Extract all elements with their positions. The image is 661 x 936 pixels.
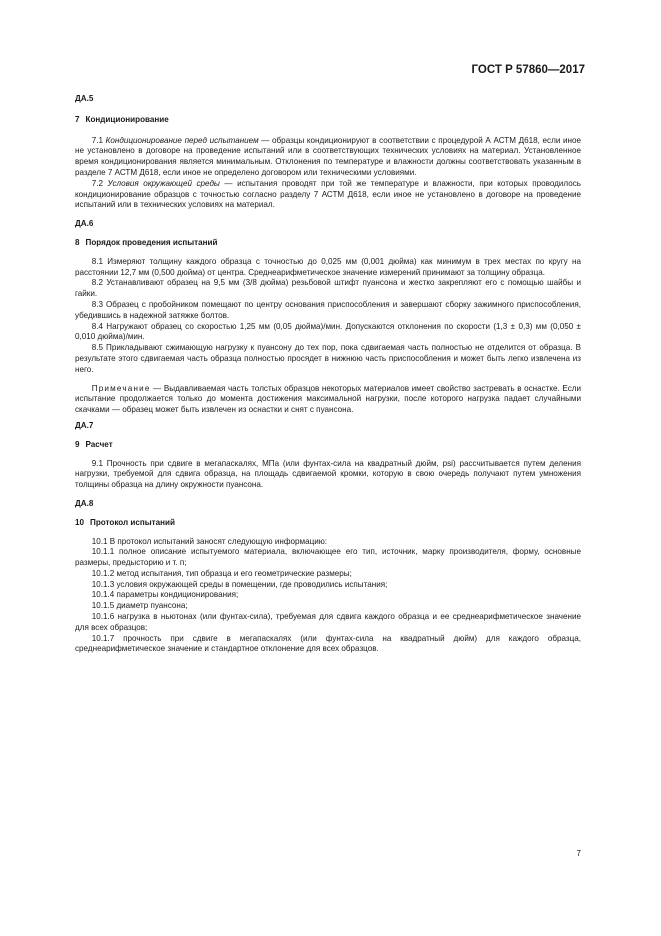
term-environment: Условия окружающей среды	[107, 178, 220, 188]
paragraph-10-1-7: 10.1.7 прочность при сдвиге в мегапаскалях (или фунтах-сила на квадратный дюйм) для каждого образца, среднеарифметическое значение и стандартное отклонение для всех образцов.	[75, 633, 581, 654]
appendix-heading-da6: ДА.6	[75, 219, 94, 229]
paragraph-10-1-4: 10.1.4 параметры кондиционирования;	[91, 590, 239, 600]
section-heading-8: 8 Порядок проведения испытаний	[75, 237, 218, 247]
paragraph-9-1: 9.1 Прочность при сдвиге в мегапаскалях, МПа (или фунтах-сила на квадратный дюйм, psi) рассчитывается путем деления нагрузки, требуемой для сдвига образца, на площадь сдвигаемой кромки, которую в свою очередь получают путем умножения толщины образца на длину окружности пуансона.	[75, 458, 581, 490]
section-heading-9: 9 Расчет	[75, 439, 113, 449]
appendix-heading-da5: ДА.5	[75, 94, 94, 103]
paragraph-8-5: 8.5 Прикладывают сжимающую нагрузку к пуансону до тех пор, пока сдвигаемая часть полностью не отделится от образца. В результате этого сдвигаемая часть образца полностью просядет в нижнюю часть приспособления и может быть легко извлечена из него.	[75, 343, 581, 374]
standard-number: ГОСТ Р 57860—2017	[471, 64, 585, 76]
note: Примечание — Выдавливаемая часть толстых образцов некоторых материалов имеет свойство застревать в оснастке. Если испытание продолжается только до момента достижения максимальной нагрузки, после которого нагрузка падает случайными скачками — образец может быть извлечен из оснастки и снят с пуансона.	[75, 383, 581, 415]
appendix-heading-da7: ДА.7	[75, 420, 94, 430]
appendix-heading-da8: ДА.8	[75, 498, 94, 508]
paragraph-8-3: 8.3 Образец с пробойником помещают по центру основания приспособления и завершают сборку зажимного приспособления, убедившись в надежной затяжке болтов.	[75, 299, 581, 320]
note-label: Примечание	[91, 383, 151, 393]
paragraph-10-1: 10.1 В протокол испытаний заносят следующую информацию:	[91, 536, 328, 546]
page-number: 7	[576, 849, 581, 858]
paragraph-10-1-1: 10.1.1 полное описание испытуемого материала, включающее его тип, источник, марку производителя, форму, основные размеры, предысторию и т. п;	[75, 547, 581, 568]
paragraph-10-1-3: 10.1.3 условия окружающей среды в помещении, где проводились испытания;	[91, 579, 388, 589]
paragraph-10-1-6: 10.1.6 нагрузка в ньютонах (или фунтах-сила), требуемая для сдвига каждого образца и ее среднеарифметическое значение для всех образцов;	[75, 612, 581, 632]
paragraph-7-2: 7.2 Условия окружающей среды — испытания проводят при той же температуре и влажности, при которых проводилось кондиционирование образцов с точностью согласно разделу 7 АСТМ Д618, если иное не установлено в договоре на проведение испытаний или в технических условиях на материал.	[75, 178, 581, 210]
paragraph-8-4: 8.4 Нагружают образец со скоростью 1,25 мм (0,05 дюйма)/мин. Допускаются отклонения по скорости (1,3 ± 0,3) мм (0,050 ± 0,010 дюйма)/мин.	[75, 321, 581, 342]
paragraph-10-1-2: 10.1.2 метод испытания, тип образца и его геометрические размеры;	[91, 568, 352, 578]
section-heading-7: 7 Кондиционирование	[75, 114, 169, 124]
document-body	[75, 94, 581, 655]
term-conditioning: Кондиционирование перед испытанием	[105, 135, 259, 145]
paragraph-8-1: 8.1 Измеряют толщину каждого образца с точностью до 0,025 мм (0,001 дюйма) как минимум в трех местах по кругу на расстоянии 12,7 мм (0,500 дюйма) от центра. Среднеарифметическое значение измерений принимают за толщину образца.	[75, 256, 581, 277]
paragraph-7-1: 7.1 Кондиционирование перед испытанием — образцы кондиционируют в соответствии с процедурой А АСТМ Д618, если иное не установлено в договоре на проведение испытаний или в соответствующих технических условиях на материал. Установленное время кондиционирования является минимальным. Отклонения по температуре и влажности должны соответствовать указанным в разделе 7 АСТМ Д618, если иное не определено договором или техническими условиями.	[75, 135, 581, 177]
section-heading-10: 10 Протокол испытаний	[75, 517, 175, 527]
paragraph-10-1-5: 10.1.5 диаметр пуансона;	[91, 601, 188, 611]
paragraph-8-2: 8.2 Устанавливают образец на 9,5 мм (3/8 дюйма) резьбовой штифт пуансона и жестко закрепляют его с помощью шайбы и гайки.	[75, 278, 581, 299]
